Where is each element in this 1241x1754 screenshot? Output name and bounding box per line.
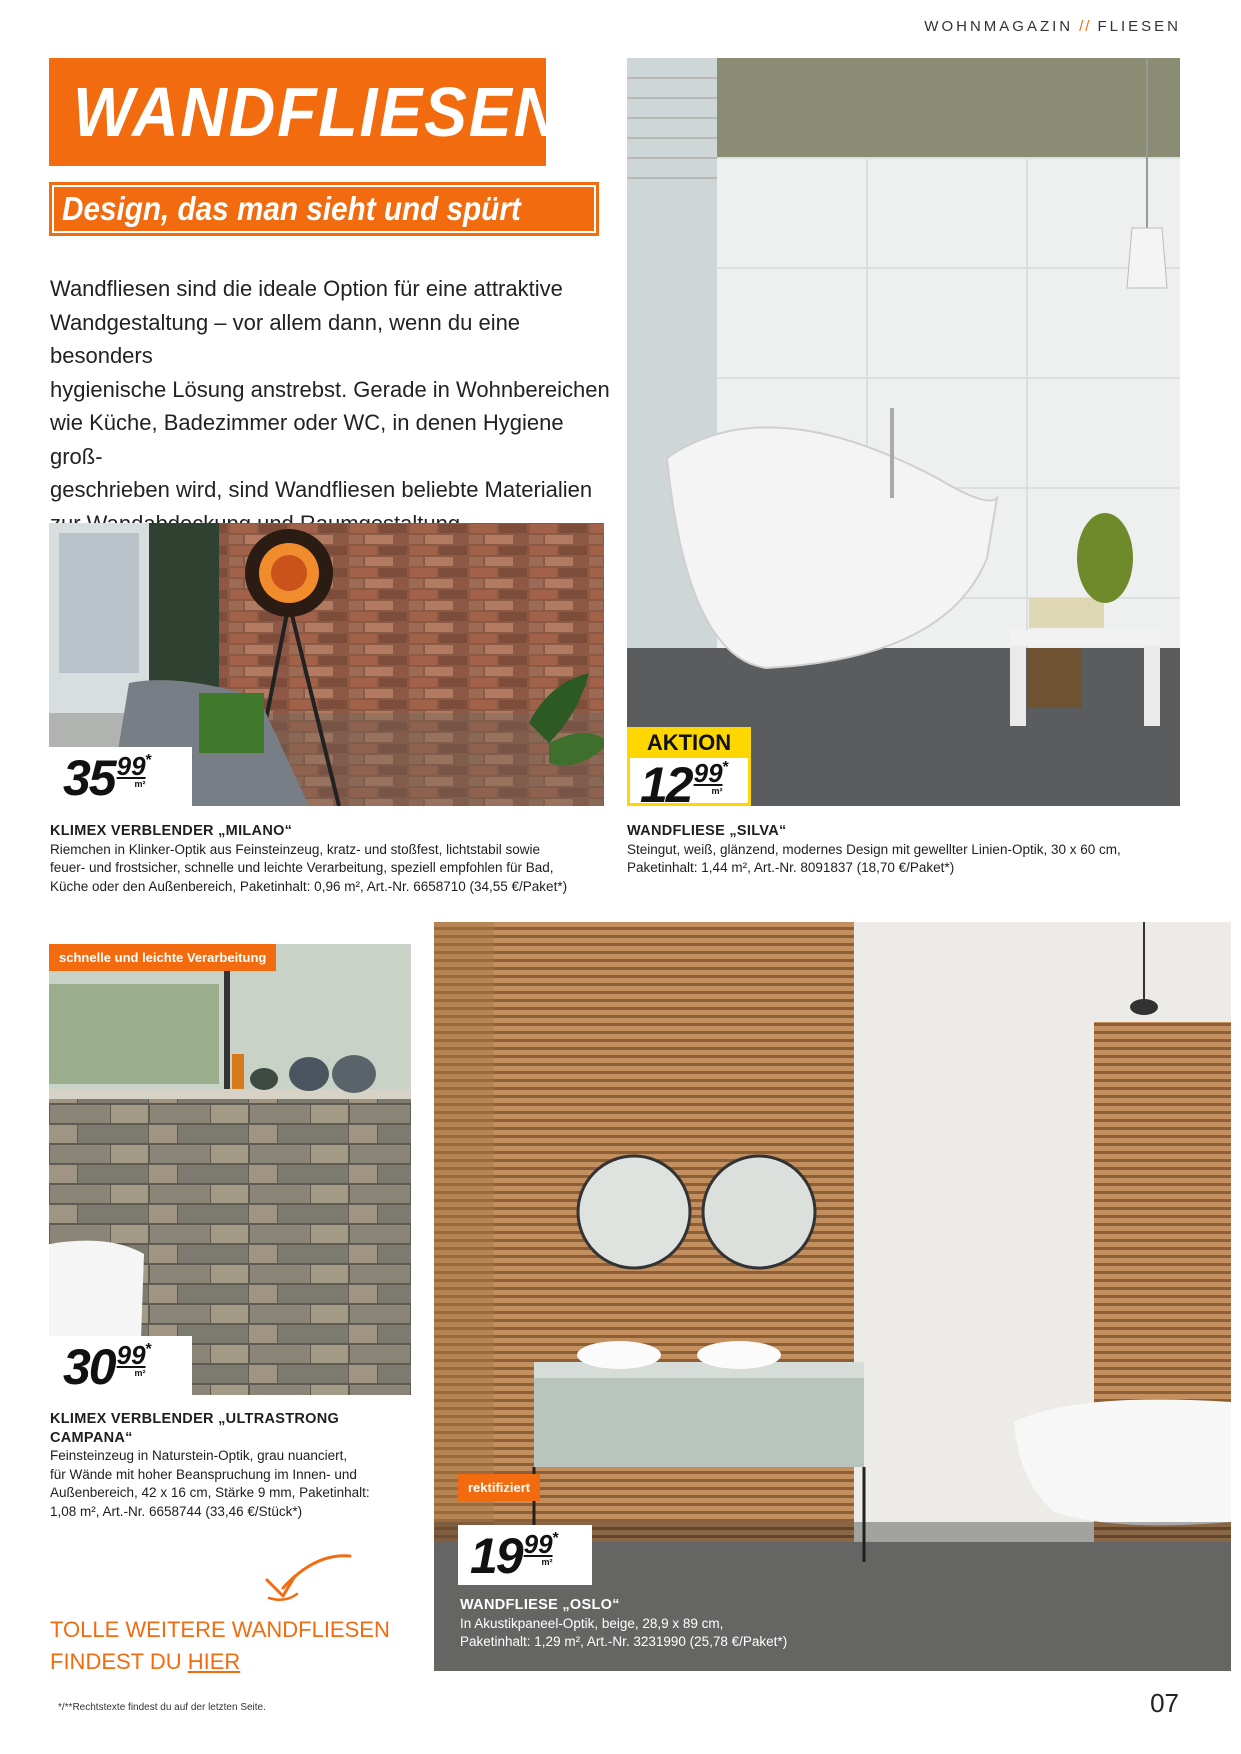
silva-desc-line: Steingut, weiß, glänzend, modernes Design mit gewellter Linien-Optik, 30 x 60 cm, bbox=[627, 841, 1121, 857]
oslo-price-tag bbox=[458, 1525, 592, 1585]
oslo-feature-badge: rektifiziert bbox=[458, 1474, 540, 1501]
campana-product-name: KLIMEX VERBLENDER „ULTRASTRONG CAMPANA“ bbox=[50, 1411, 340, 1446]
legal-footnote: */**Rechtstexte findest du auf der letzten Seite. bbox=[58, 1702, 266, 1713]
more-tiles-link[interactable] bbox=[50, 1614, 390, 1678]
header-section: WOHNMAGAZIN bbox=[924, 18, 1074, 35]
oslo-price-cents: 99 bbox=[523, 1529, 553, 1559]
oslo-price-unit: m² bbox=[541, 1557, 553, 1567]
milano-price-star: * bbox=[145, 752, 152, 769]
more-link-line1: TOLLE WEITERE WANDFLIESEN bbox=[50, 1617, 390, 1642]
silva-price-unit: m² bbox=[711, 786, 723, 796]
milano-product-name: KLIMEX VERBLENDER „MILANO“ bbox=[50, 823, 293, 839]
campana-feature-badge: schnelle und leichte Verarbeitung bbox=[49, 944, 276, 971]
campana-desc-line: Außenbereich, 42 x 16 cm, Stärke 9 mm, Paketinhalt: bbox=[50, 1485, 370, 1500]
intro-line: Wandgestaltung – vor allem dann, wenn du eine besonders bbox=[50, 309, 521, 368]
campana-product-image[interactable] bbox=[49, 944, 411, 1395]
milano-price-cents: 99 bbox=[116, 751, 146, 781]
oslo-product-info bbox=[460, 1596, 960, 1652]
silva-price-star: * bbox=[722, 759, 729, 776]
oslo-price-star: * bbox=[552, 1530, 559, 1547]
campana-desc-line: Feinsteinzeug in Naturstein-Optik, grau nuanciert, bbox=[50, 1448, 348, 1463]
milano-price-main: 35 bbox=[63, 750, 115, 806]
campana-product-info bbox=[50, 1410, 420, 1521]
campana-price-main: 30 bbox=[63, 1339, 115, 1395]
page-title: WANDFLIESEN bbox=[73, 73, 562, 151]
subtitle-box bbox=[49, 182, 599, 236]
silva-product-name: WANDFLIESE „SILVA“ bbox=[627, 823, 787, 839]
oslo-desc-line: Paketinhalt: 1,29 m², Art.-Nr. 3231990 (25,78 €/Paket*) bbox=[460, 1634, 788, 1649]
campana-desc-line: 1,08 m², Art.-Nr. 6658744 (33,46 €/Stück*) bbox=[50, 1503, 303, 1519]
more-link-prefix: FINDEST DU bbox=[50, 1649, 188, 1674]
silva-desc-line: Paketinhalt: 1,44 m², Art.-Nr. 8091837 (18,70 €/Paket*) bbox=[627, 860, 955, 875]
silva-price-cents: 99 bbox=[693, 758, 723, 788]
oslo-product-name: WANDFLIESE „OSLO“ bbox=[460, 1597, 620, 1613]
silva-aktion-label: AKTION bbox=[627, 727, 751, 758]
silva-product-image[interactable] bbox=[627, 58, 1180, 806]
milano-desc-line: feuer- und frostsicher, schnelle und leichte Verarbeitung, speziell empfohlen für Bad, bbox=[50, 860, 554, 875]
campana-desc-line: für Wände mit hoher Beanspruchung im Innen- und bbox=[50, 1466, 357, 1482]
magazine-header bbox=[924, 18, 1181, 35]
intro-line: wie Küche, Badezimmer oder WC, in denen Hygiene groß- bbox=[50, 410, 564, 469]
intro-text bbox=[50, 272, 610, 540]
oslo-desc-line: In Akustikpaneel-Optik, beige, 28,9 x 89 cm, bbox=[460, 1615, 724, 1631]
campana-price-star: * bbox=[145, 1341, 152, 1358]
intro-line: Wandfliesen sind die ideale Option für eine attraktive bbox=[50, 276, 563, 301]
milano-product-info bbox=[50, 822, 610, 896]
milano-price-unit: m² bbox=[134, 779, 146, 789]
milano-price-tag bbox=[49, 747, 192, 806]
arrow-doodle-icon bbox=[255, 1548, 355, 1608]
page-subtitle: Design, das man sieht und spürt bbox=[62, 190, 521, 227]
header-subsection: FLIESEN bbox=[1097, 18, 1181, 35]
silva-price-main: 12 bbox=[640, 757, 692, 813]
oslo-price-main: 19 bbox=[470, 1528, 522, 1584]
silva-price-tag bbox=[627, 757, 751, 813]
intro-line: hygienische Lösung anstrebst. Gerade in Wohnbereichen bbox=[50, 376, 610, 402]
page-number: 07 bbox=[1150, 1688, 1179, 1718]
campana-price-tag bbox=[49, 1336, 192, 1395]
silva-product-info bbox=[627, 822, 1187, 878]
header-separator: // bbox=[1079, 18, 1092, 35]
campana-price-unit: m² bbox=[134, 1368, 146, 1378]
campana-price-cents: 99 bbox=[116, 1340, 146, 1370]
milano-desc-line: Küche oder den Außenbereich, Paketinhalt: 0,96 m², Art.-Nr. 6658710 (34,55 €/Paket*) bbox=[50, 878, 568, 894]
hier-link[interactable]: HIER bbox=[187, 1649, 241, 1674]
intro-line: geschrieben wird, sind Wandfliesen beliebte Materialien bbox=[50, 477, 593, 502]
milano-desc-line: Riemchen in Klinker-Optik aus Feinsteinzeug, kratz- und stoßfest, lichtstabil sowie bbox=[50, 841, 540, 857]
page-title-box bbox=[49, 58, 562, 166]
